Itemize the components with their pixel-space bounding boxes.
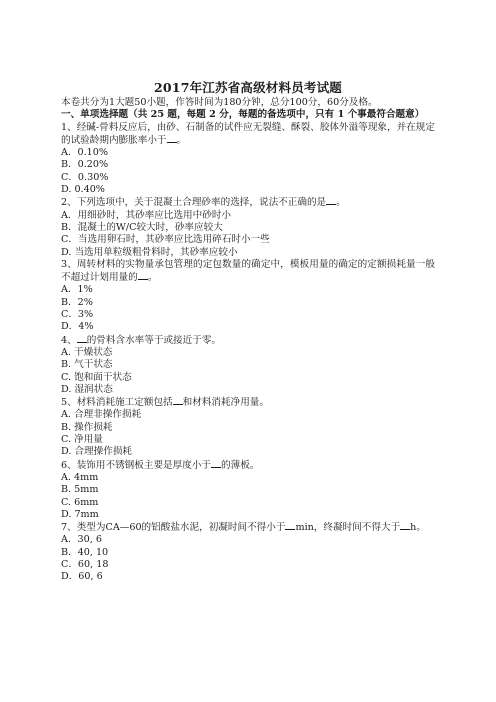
answer-blank <box>77 334 87 343</box>
answer-blank <box>326 196 336 205</box>
option-d: D. 7mm <box>61 508 99 520</box>
question-text: 5、材料消耗施工定额包括 <box>61 397 173 409</box>
option-b: B. 5mm <box>61 484 99 496</box>
question-text-end: 。 <box>147 272 158 284</box>
question-text-end: 的薄板。 <box>221 459 260 471</box>
answer-blank <box>138 271 148 280</box>
option-a: A．0.10% <box>61 147 108 159</box>
question-text: 3、周转材料的实物量承包管理的定包数量的确定中，模板用量的确定的定额损耗量一般不超过计划用量的 <box>61 258 435 284</box>
answer-blank <box>285 521 295 530</box>
question-text-end: 。 <box>336 197 346 209</box>
question-6 <box>61 459 435 472</box>
question-text: 7、类型为CA—60的铝酸盐水泥，初凝时间不得小于 <box>61 522 286 534</box>
answer-blank <box>167 134 177 143</box>
option-c: C．3% <box>61 309 94 321</box>
option-d: D. 0.40% <box>61 184 105 196</box>
option-c: C. 6mm <box>61 496 99 508</box>
option-a: A. 合理非操作损耗 <box>61 409 142 421</box>
question-5 <box>61 396 435 409</box>
question-text-end: 的骨料含水率等于或接近于零。 <box>86 334 222 346</box>
option-b: B．混凝土的W/C较大时，砂率应较大 <box>61 221 223 233</box>
option-d: D. 湿润状态 <box>61 383 113 395</box>
answer-blank <box>211 459 221 468</box>
question-text-end: 和材料消耗净用量。 <box>182 397 269 409</box>
question-7 <box>61 521 435 534</box>
section-heading: 一、单项选择题（共 25 题，每题 2 分，每题的备选项中，只有 1 个事最符合题意） <box>61 109 425 121</box>
option-a: A．用细砂时，其砂率应比选用中砂时小 <box>61 209 232 221</box>
option-c: C．0.30% <box>61 171 109 183</box>
question-text: 4、 <box>61 334 77 346</box>
option-c: C. 饱和面干状态 <box>61 371 132 383</box>
exam-intro: 本卷共分为1大题50小题，作答时间为180分钟，总分100分，60分及格。 <box>61 97 378 108</box>
answer-blank <box>400 521 410 530</box>
page-title: 2017年江苏省高级材料员考试题 <box>154 80 342 95</box>
option-b: B. 操作损耗 <box>61 421 113 433</box>
option-b: B. 气干状态 <box>61 359 113 371</box>
option-d: D．60, 6 <box>61 571 103 583</box>
option-d: D．4% <box>61 321 94 333</box>
question-text-end: 。 <box>176 134 187 146</box>
question-text: 1、经碱-骨料反应后，由砂、石制备的试件应无裂缝、酥裂、胶体外溢等现象，并在规定的试验龄期内膨胀率小于 <box>61 121 435 146</box>
option-c: C. 净用量 <box>61 434 103 446</box>
option-c: C．60, 18 <box>61 558 109 570</box>
option-a: A．1% <box>61 284 93 296</box>
question-4 <box>61 334 435 347</box>
question-2 <box>61 196 435 209</box>
question-3 <box>61 259 435 285</box>
option-b: B．40, 10 <box>61 546 109 558</box>
document-body <box>61 97 435 584</box>
option-a: A. 4mm <box>61 471 99 483</box>
option-d: D. 合理操作损耗 <box>61 446 133 458</box>
question-text: 6、装饰用不锈钢板主要是厚度小于 <box>61 459 212 471</box>
option-b: B．0.20% <box>61 159 109 171</box>
option-c: C．当选用卵石时，其砂率应比选用碎石时小一些 <box>61 234 270 246</box>
option-d: D. 当选用单粒级粗骨料时，其砂率应较小 <box>61 246 238 258</box>
question-text-end: h。 <box>410 522 426 534</box>
question-text-mid: min，终凝时间不得大于 <box>295 522 401 534</box>
question-1 <box>61 122 435 148</box>
option-a: A. 干燥状态 <box>61 346 113 358</box>
answer-blank <box>173 396 183 405</box>
option-a: A．30, 6 <box>61 534 102 546</box>
question-text: 2、下列选项中，关于混凝土合理砂率的选择，说法不正确的是 <box>61 197 327 209</box>
option-b: B．2% <box>61 296 93 308</box>
